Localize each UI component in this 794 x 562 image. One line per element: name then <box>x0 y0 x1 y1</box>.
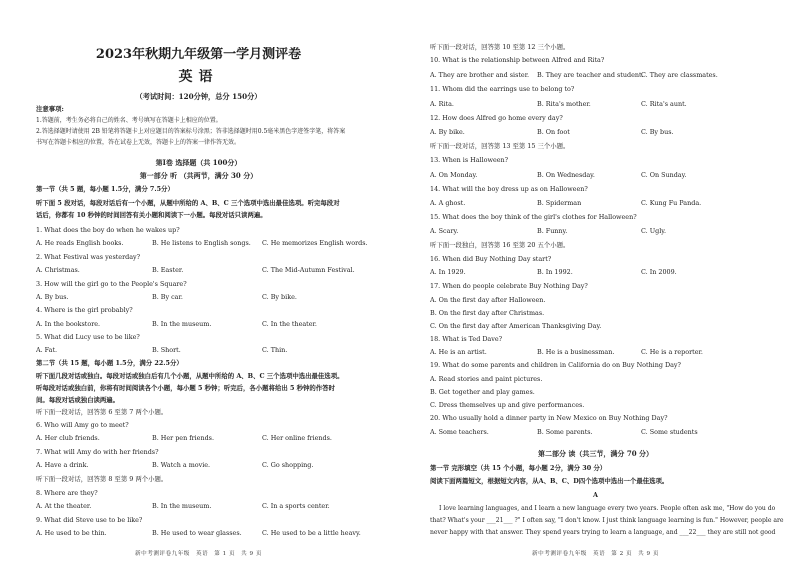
question-stem: 7. What will Amy do with her friends? <box>36 448 159 456</box>
option-b: B. In the museum. <box>152 502 212 510</box>
option-b: B. By car. <box>152 293 183 301</box>
page-footer: 新中考测评卷九年级 英语 第 2 页 共 9 页 <box>532 551 659 557</box>
option-a: A. He used to be thin. <box>36 529 107 537</box>
question-stem: 10. What is the relationship between Alfred and Rita? <box>430 56 605 64</box>
question-stem: 1. What does the boy do when he wakes up? <box>36 226 180 234</box>
option-a: A. On the first day after Halloween. <box>430 296 546 304</box>
instructions: 听下面几段对话或独白。每段对话或独白后有几个小题，从题中所给的 A、B、C 三个选项中选出最佳选项。 <box>36 372 344 380</box>
option-c: C. By bus. <box>641 128 674 136</box>
option-a: A. Christmas. <box>36 266 80 274</box>
question-stem: 13. When is Halloween? <box>430 156 509 164</box>
question-stem: 8. Where are they? <box>36 489 98 497</box>
question-stem: 5. What did Lucy use to be like? <box>36 333 140 341</box>
dialog-intro: 听下面一段对话，回答第 6 至第 7 两个小题。 <box>36 408 168 416</box>
option-a: A. Read stories and paint pictures. <box>430 375 543 383</box>
subsection-title: 第一节 完形填空（共 15 个小题，每小题 2分，满分 30 分） <box>430 464 607 472</box>
question-stem: 14. What will the boy dress up as on Halloween? <box>430 185 588 193</box>
notice-line: 2.答选择题时请使用 2B 铅笔将答题卡上对应题目的答案标号涂黑；答非选择题时用0.5毫米黑色字迹签字笔，将答案 <box>36 128 346 135</box>
option-b: B. He used to wear glasses. <box>152 529 242 537</box>
option-a: A. A ghost. <box>430 199 466 207</box>
option-c: C. In a sports center. <box>262 502 330 510</box>
option-c: C. Ugly. <box>641 227 667 235</box>
notice-line: 1.答题前，考生务必将自己的姓名、考号填写在答题卡上相应的位置。 <box>36 117 222 124</box>
subsection-title: 第二节（共 15 题，每小题 1.5分，满分 22.5分） <box>36 359 183 367</box>
option-a: A. He reads English books. <box>36 239 124 247</box>
option-c: C. Go shopping. <box>262 461 314 469</box>
option-c: C. In 2009. <box>641 268 677 276</box>
option-c: C. Some students <box>641 428 698 436</box>
question-stem: 18. What is Ted Dave? <box>430 335 503 343</box>
option-a: A. By bike. <box>430 128 465 136</box>
option-a: A. By bus. <box>36 293 69 301</box>
passage-label: A <box>593 491 598 499</box>
option-c: C. By bike. <box>262 293 297 301</box>
right-page <box>397 0 794 562</box>
option-a: A. Scary. <box>430 227 459 235</box>
option-b: B. Rita's mother. <box>537 100 591 108</box>
instructions: 听每段对话或独白前，你将有时间阅读各个小题，每小题 5 秒钟；听完后，各小题将给出 5 秒钟的作答时 <box>36 384 335 392</box>
option-a: A. Have a drink. <box>36 461 89 469</box>
part-title: 第一部分 听 （共两节，满分 30 分） <box>139 171 258 180</box>
option-a: A. In the bookstore. <box>36 320 101 328</box>
option-b: B. Her pen friends. <box>152 434 214 442</box>
question-stem: 4. Where is the girl probably? <box>36 306 133 314</box>
question-stem: 15. What does the boy think of the girl's clothes for Halloween? <box>430 213 637 221</box>
option-c: C. The Mid-Autumn Festival. <box>262 266 355 274</box>
exam-title: 2023年秋期九年级第一学月测评卷 <box>95 47 302 62</box>
question-stem: 19. What do some parents and children in California do on Buy Nothing Day? <box>430 361 681 369</box>
option-c: C. Rita's aunt. <box>641 100 687 108</box>
option-b: B. They are teacher and student. <box>537 71 644 79</box>
option-c: C. In the theater. <box>262 320 317 328</box>
option-b: B. He is a businessman. <box>537 348 615 356</box>
option-a: A. He is an artist. <box>430 348 487 356</box>
option-b: B. Funny. <box>537 227 568 235</box>
part-title: 第二部分 读（共三节，满分 70 分） <box>537 449 654 458</box>
option-b: B. On Wednesday. <box>537 171 595 179</box>
passage-line: I love learning languages, and I learn a new language every two years. People often ask me, "How do you do <box>439 505 776 512</box>
option-a: A. Rita. <box>430 100 454 108</box>
option-c: C. Kung Fu Panda. <box>641 199 702 207</box>
passage-line: never happy with that answer. They spend years trying to learn a language, and ___22___ they are still not good <box>430 529 776 536</box>
dialog-intro: 听下面一段独白，回答第 16 至第 20 五个小题。 <box>430 241 570 249</box>
subject-title: 英语 <box>178 69 219 85</box>
option-b: B. On the first day after Christmas. <box>430 309 545 317</box>
question-stem: 12. How does Alfred go home every day? <box>430 114 563 122</box>
question-stem: 16. When did Buy Nothing Day start? <box>430 255 552 263</box>
notice-title: 注意事项: <box>36 105 64 113</box>
instructions: 阅读下面两篇短文，根据短文内容，从A、B、C、D四个选项中选出一个最佳选项。 <box>430 477 669 485</box>
option-b: B. Easter. <box>152 266 184 274</box>
option-a: A. They are brother and sister. <box>430 71 530 79</box>
instructions: 听下面 5 段对话，每段对话后有一个小题，从题中所给的 A、B、C 三个选项中选出最佳选项。听完每段对 <box>36 199 340 207</box>
option-a: A. At the theater. <box>36 502 92 510</box>
option-c: C. Her online friends. <box>262 434 332 442</box>
option-c: C. They are classmates. <box>641 71 718 79</box>
option-b: B. He listens to English songs. <box>152 239 251 247</box>
option-a: A. Her club friends. <box>36 434 100 442</box>
passage-line: that? What's your ___21___ ?" I often say, "I don't know. I just think language learning is fun." However, people are <box>430 517 784 524</box>
option-c: C. He is a reporter. <box>641 348 703 356</box>
page-footer: 新中考测评卷九年级 英语 第 1 页 共 9 页 <box>135 551 262 557</box>
option-c: C. On the first day after American Thanksgiving Day. <box>430 322 602 330</box>
question-stem: 3. How will the girl go to the People's Square? <box>36 280 187 288</box>
option-b: B. Get together and play games. <box>430 388 535 396</box>
subsection-title: 第一节（共 5 题，每小题 1.5分，满分 7.5分） <box>36 185 174 193</box>
option-c: C. On Sunday. <box>641 171 687 179</box>
dialog-intro: 听下面一段对话，回答第 8 至第 9 两个小题。 <box>36 475 168 483</box>
option-b: B. In 1992. <box>537 268 573 276</box>
question-stem: 20. Who usually hold a dinner party in New Mexico on Buy Nothing Day? <box>430 414 668 422</box>
option-a: A. Some teachers. <box>430 428 489 436</box>
option-b: B. Spiderman <box>537 199 582 207</box>
option-c: C. Thin. <box>262 346 288 354</box>
option-b: B. Watch a movie. <box>152 461 211 469</box>
question-stem: 17. When do people celebrate Buy Nothing Day? <box>430 282 588 290</box>
dialog-intro: 听下面一段对话，回答第 10 至第 12 三个小题。 <box>430 43 570 51</box>
option-b: B. On foot <box>537 128 570 136</box>
dialog-intro: 听下面一段对话，回答第 13 至第 15 三个小题。 <box>430 142 570 150</box>
question-stem: 6. Who will Amy go to meet? <box>36 421 129 429</box>
option-c: C. He used to be a little heavy. <box>262 529 361 537</box>
option-a: A. On Monday. <box>430 171 478 179</box>
option-b: B. Short. <box>152 346 181 354</box>
question-stem: 9. What did Steve use to be like? <box>36 516 143 524</box>
option-c: C. Dress themselves up and give performances. <box>430 401 585 409</box>
option-a: A. In 1929. <box>430 268 466 276</box>
question-stem: 11. Whom did the earrings use to belong to? <box>430 85 575 93</box>
instructions: 话后，你都有 10 秒钟的时间回答有关小题和阅读下一小题。每段对话只读两遍。 <box>36 211 267 219</box>
option-b: B. In the museum. <box>152 320 212 328</box>
notice-line: 书写在答题卡相应的位置，答在试卷上无效，答题卡上的答案一律作答无效。 <box>36 139 241 146</box>
exam-info: （考试时间：120分钟，总分 150分） <box>135 92 262 101</box>
option-a: A. Fat. <box>36 346 58 354</box>
question-stem: 2. What Festival was yesterday? <box>36 253 141 261</box>
section-title: 第Ⅰ卷 选择题（共 100分） <box>155 158 242 167</box>
option-c: C. He memorizes English words. <box>262 239 368 247</box>
instructions: 间。每段对话或独白读两遍。 <box>36 396 120 404</box>
option-b: B. Some parents. <box>537 428 593 436</box>
